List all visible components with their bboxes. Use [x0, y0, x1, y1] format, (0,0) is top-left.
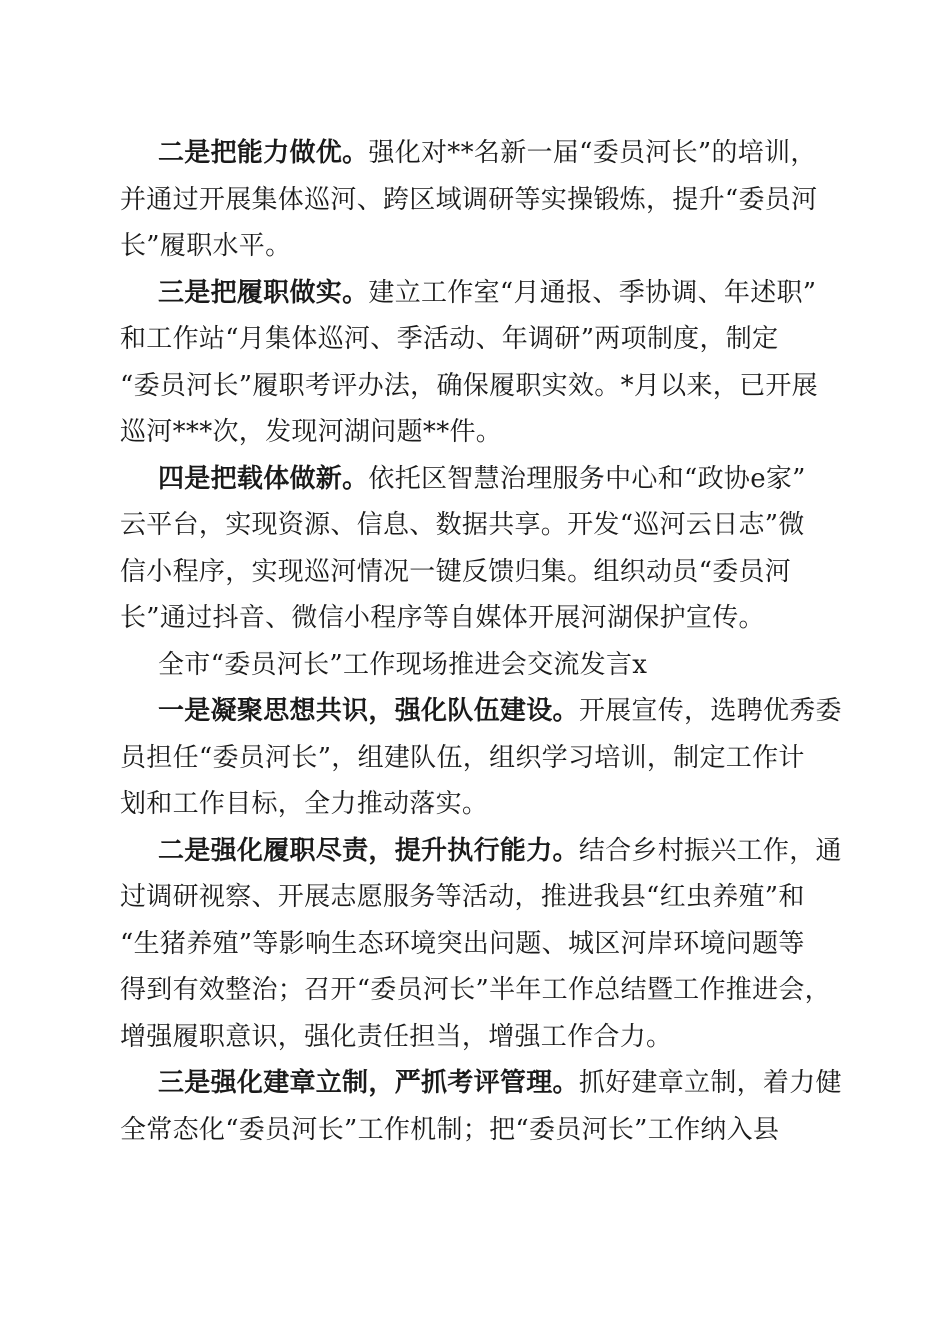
paragraph-line: [120, 828, 842, 875]
paragraph-lead: 四是把载体做新。: [158, 463, 369, 494]
paragraph-line: 信小程序，实现巡河情况一键反馈归集。组织动员“委员河: [120, 556, 792, 587]
paragraph-line: 和工作站“月集体巡河、季活动、年调研”两项制度，制定: [120, 324, 779, 354]
paragraph-line: 长”通过抖音、微信小程序等自媒体开展河湖保护宣传。: [120, 603, 765, 633]
paragraph-text: 结合乡村振兴工作，通: [578, 835, 842, 866]
paragraph-line: 增强履职意识，强化责任担当，增强工作合力。: [120, 1021, 673, 1052]
paragraph-line: [120, 456, 830, 503]
paragraph-line: 长”履职水平。: [120, 231, 292, 261]
paragraph-text: 建立工作室“月通报、季协调、年述职”: [368, 277, 817, 308]
paragraph-line: 巡河***次，发现河湖问题**件。: [120, 417, 503, 447]
paragraph-lead: 二是把能力做优。: [158, 138, 369, 168]
section-heading: 全市“委员河长”工作现场推进会交流发言x: [158, 649, 648, 680]
paragraph-line: [120, 688, 842, 735]
paragraph-line: “生猪养殖”等影响生态环境突出问题、城区河岸环境问题等: [120, 928, 805, 959]
paragraph-line: 过调研视察、开展志愿服务等活动，推进我县“红虫养殖”和: [120, 882, 805, 912]
paragraph-line: 得到有效整治；召开“委员河长”半年工作总结暨工作推进会，: [120, 975, 831, 1005]
paragraph-lead: 二是强化履职尽责，提升执行能力。: [158, 835, 579, 866]
paragraph-text: 开展宣传，选聘优秀委: [578, 696, 842, 726]
paragraph-line: 并通过开展集体巡河、跨区域调研等实操锻炼，提升“委员河: [120, 184, 818, 215]
paragraph-line: 全常态化“委员河长”工作机制；把“委员河长”工作纳入县: [120, 1114, 780, 1145]
paragraph-text: 抓好建章立制，着力健: [578, 1068, 842, 1098]
paragraph-lead: 三是把履职做实。: [158, 277, 369, 308]
paragraph-line: 划和工作目标，全力推动落实。: [120, 789, 489, 819]
paragraph-line: 云平台，实现资源、信息、数据共享。开发“巡河云日志”微: [120, 510, 805, 540]
paragraph-line: “委员河长”履职考评办法，确保履职实效。*月以来，已开展: [120, 370, 818, 401]
paragraph-text: 依托区智慧治理服务中心和“政协e家”: [368, 463, 806, 494]
paragraph-line: 员担任“委员河长”，组建队伍，组织学习培训，制定工作计: [120, 742, 805, 773]
paragraph-line: [120, 270, 830, 317]
paragraph-lead: 三是强化建章立制，严抓考评管理。: [158, 1068, 579, 1098]
paragraph-line: [120, 1060, 842, 1107]
paragraph-lead: 一是凝聚思想共识，强化队伍建设。: [158, 696, 579, 726]
paragraph-text: 强化对**名新一届“委员河长”的培训，: [368, 138, 817, 168]
paragraph-line: [120, 130, 830, 177]
document-page: [120, 130, 842, 1153]
